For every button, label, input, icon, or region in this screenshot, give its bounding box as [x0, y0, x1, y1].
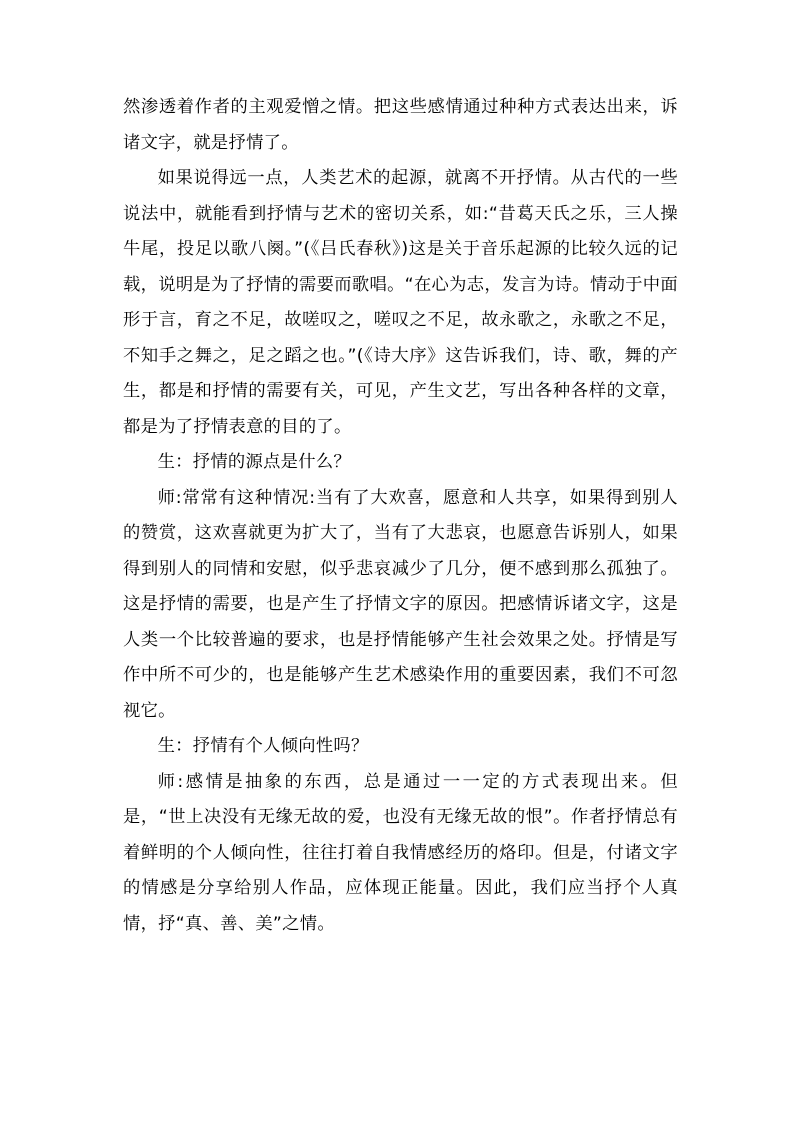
student-question-2: 生：抒情有个人倾向性吗？	[157, 736, 369, 756]
student-question-1: 生：抒情的源点是什么？	[157, 452, 351, 472]
teacher-answer-1: 师:常常有这种情况:当有了大欢喜，愿意和人共享，如果得到别人的赞赏，这欢喜就更为扩大了，当有了大悲哀，也愿意告诉别人，如果得到别人的同情和安慰，似乎悲哀减少了几分，便不感到那么孤独了。这是抒情的需要，也是产生了抒情文字的原因。把感情诉诸文字，这是人类一个比较普遍的要求，也是抒情能够产生社会效果之处。抒情是写作中所不可少的，也是能够产生艺术感染作用的重要因素，我们不可忽视它。	[123, 487, 678, 721]
teacher-answer-2: 师:感情是抽象的东西，总是通过一一定的方式表现出来。但是，“世上决没有无缘无故的爱，也没有无缘无故的恨”。作者抒情总有着鲜明的个人倾向性，往往打着自我情感经历的烙印。但是，付诸文字的情感是分享给别人作品，应体现正能量。因此，我们应当抒个人真情，抒“真、善、美”之情。	[123, 771, 678, 934]
document-page	[123, 90, 678, 942]
paragraph-continuation: 然渗透着作者的主观爱憎之情。把这些感情通过种种方式表达出来，诉诸文字，就是抒情了。	[123, 97, 678, 153]
paragraph-origin-of-art: 如果说得远一点，人类艺术的起源，就离不开抒情。从古代的一些说法中，就能看到抒情与艺术的密切关系，如:“昔葛天氏之乐，三人操牛尾，投足以歌八阕。”(《吕氏春秋》)这是关于音乐起源的比较久远的记载，说明是为了抒情的需要而歌唱。“在心为志，发言为诗。情动于中面形于言，育之不足，故嗟叹之，嗟叹之不足，故永歌之，永歌之不足，不知手之舞之，足之蹈之也。”(《诗大序》这告诉我们，诗、歌，舞的产生，都是和抒情的需要有关，可见，产生文艺，写出各种各样的文章，都是为了抒情表意的目的了。	[123, 168, 678, 437]
